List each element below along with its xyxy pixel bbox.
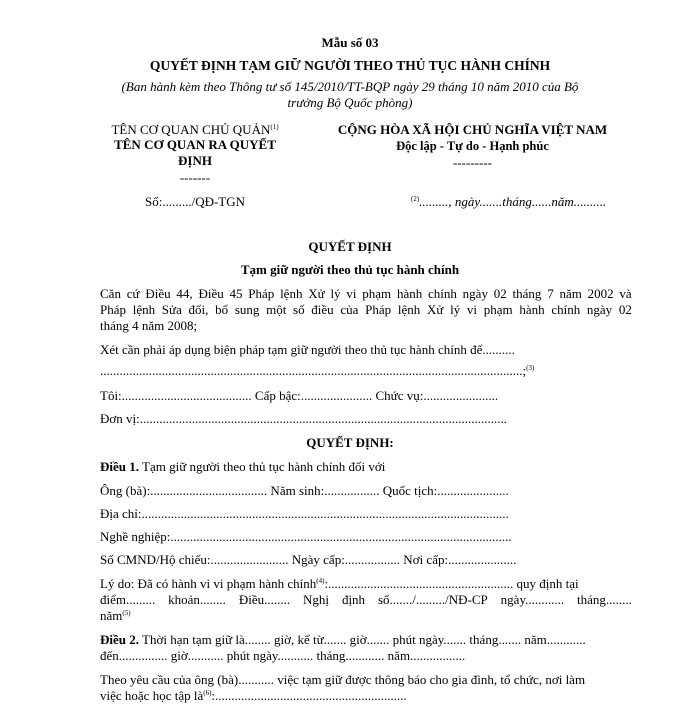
article1-heading: Điều 1. Tạm giữ người theo thủ tục hành chính đối với (100, 459, 386, 474)
article1-id: Số CMND/Hộ chiếu:........................ Ngày cấp:................. Nơi cấp:..................... (100, 552, 517, 567)
article1-reason-line3: năm$^{(5)}$ (100, 608, 131, 623)
form-subtitle-line1: (Ban hành kèm theo Thông tư số 145/2010/TT-BQP ngày 29 tháng 10 năm 2010 của Bộ (121, 79, 579, 94)
article1-reason-line2: điểm......... khoản........ Điều........ Nghị định số......./........./NĐ-CP ngày............ tháng........ (100, 592, 632, 607)
issue-date: $^{(2)}$........., ngày.......tháng......năm.......... (411, 194, 607, 209)
form-title: QUYẾT ĐỊNH TẠM GIỮ NGƯỜI THEO THỦ TỤC HÀNH CHÍNH (149, 58, 551, 73)
basis-line1: Căn cứ Điều 44, Điều 45 Pháp lệnh Xử lý vi phạm hành chính ngày 02 tháng 7 năm 2002 và (100, 286, 632, 301)
note-5: (5) (122, 609, 131, 617)
note-2: (2) (411, 195, 420, 203)
note-4: (4) (316, 577, 325, 585)
consider-line2: ..................................................................................................................................;$^{(3)}$ (100, 363, 535, 378)
nation-name: CỘNG HÒA XÃ HỘI CHỦ NGHĨA VIỆT NAM (337, 122, 608, 137)
officer-line: Tôi:........................................ Cấp bậc:...................... Chức vụ:....................... (100, 388, 499, 403)
note-1: (1) (270, 123, 279, 131)
article1-job: Nghề nghiệp:......................................................................................................... (100, 529, 512, 544)
right-separator: --------- (453, 155, 492, 170)
national-motto: Độc lập - Tự do - Hạnh phúc (396, 139, 549, 153)
left-separator: ------- (179, 170, 211, 185)
basis-line3: tháng 4 năm 2008; (100, 318, 198, 333)
basis-line2: Pháp lệnh Sửa đổi, bổ sung một số điều của Pháp lệnh Xử lý vi phạm hành chính ngày 02 (100, 302, 632, 317)
consider-line1: Xét cần phải áp dụng biện pháp tạm giữ người theo thủ tục hành chính để.......... (100, 342, 515, 357)
agency-superior: TÊN CƠ QUAN CHỦ QUẢN$^{(1)}$ (111, 122, 279, 137)
note-3: (3) (526, 364, 535, 372)
form-number: Mẫu số 03 (321, 35, 379, 50)
agency-name-line1: TÊN CƠ QUAN RA QUYẾT (114, 137, 276, 152)
officer-unit: Đơn vị:................................................................................................................. (100, 411, 507, 426)
article2-line2: đến............... giờ........... phút ngày........... tháng............ năm................. (100, 648, 466, 663)
note-6: (6) (203, 689, 212, 697)
article2-line1: Điều 2. Thời hạn tạm giữ là........ giờ, kể từ....... giờ....... phút ngày....... tháng....... năm............ (100, 632, 586, 647)
article1-reason-line1: Lý do: Đã có hành vi vi phạm hành chính$^{(4)}$:......................................................... quy định tại (100, 576, 579, 591)
document-number: Số:........./QĐ-TGN (144, 194, 246, 209)
form-subtitle-line2: trưởng Bộ Quốc phòng) (287, 95, 413, 110)
article1-address: Địa chỉ:................................................................................................................. (100, 506, 509, 521)
decision-subtitle: Tạm giữ người theo thủ tục hành chính (240, 262, 460, 277)
article2-line4: việc hoặc học tập $là^{(6)}$:........................................................... (100, 688, 407, 703)
decision-heading: QUYẾT ĐỊNH: (306, 435, 394, 450)
article1-name: Ông (bà):.................................... Năm sinh:................. Quốc tịch:...................... (100, 483, 509, 498)
agency-name-line2: ĐỊNH (178, 153, 212, 168)
article2-line3: Theo yêu cầu của ông (bà)........... việc tạm giữ được thông báo cho gia đình, tổ chức, nơi làm (100, 672, 586, 687)
decision-title: QUYẾT ĐỊNH (308, 239, 392, 254)
